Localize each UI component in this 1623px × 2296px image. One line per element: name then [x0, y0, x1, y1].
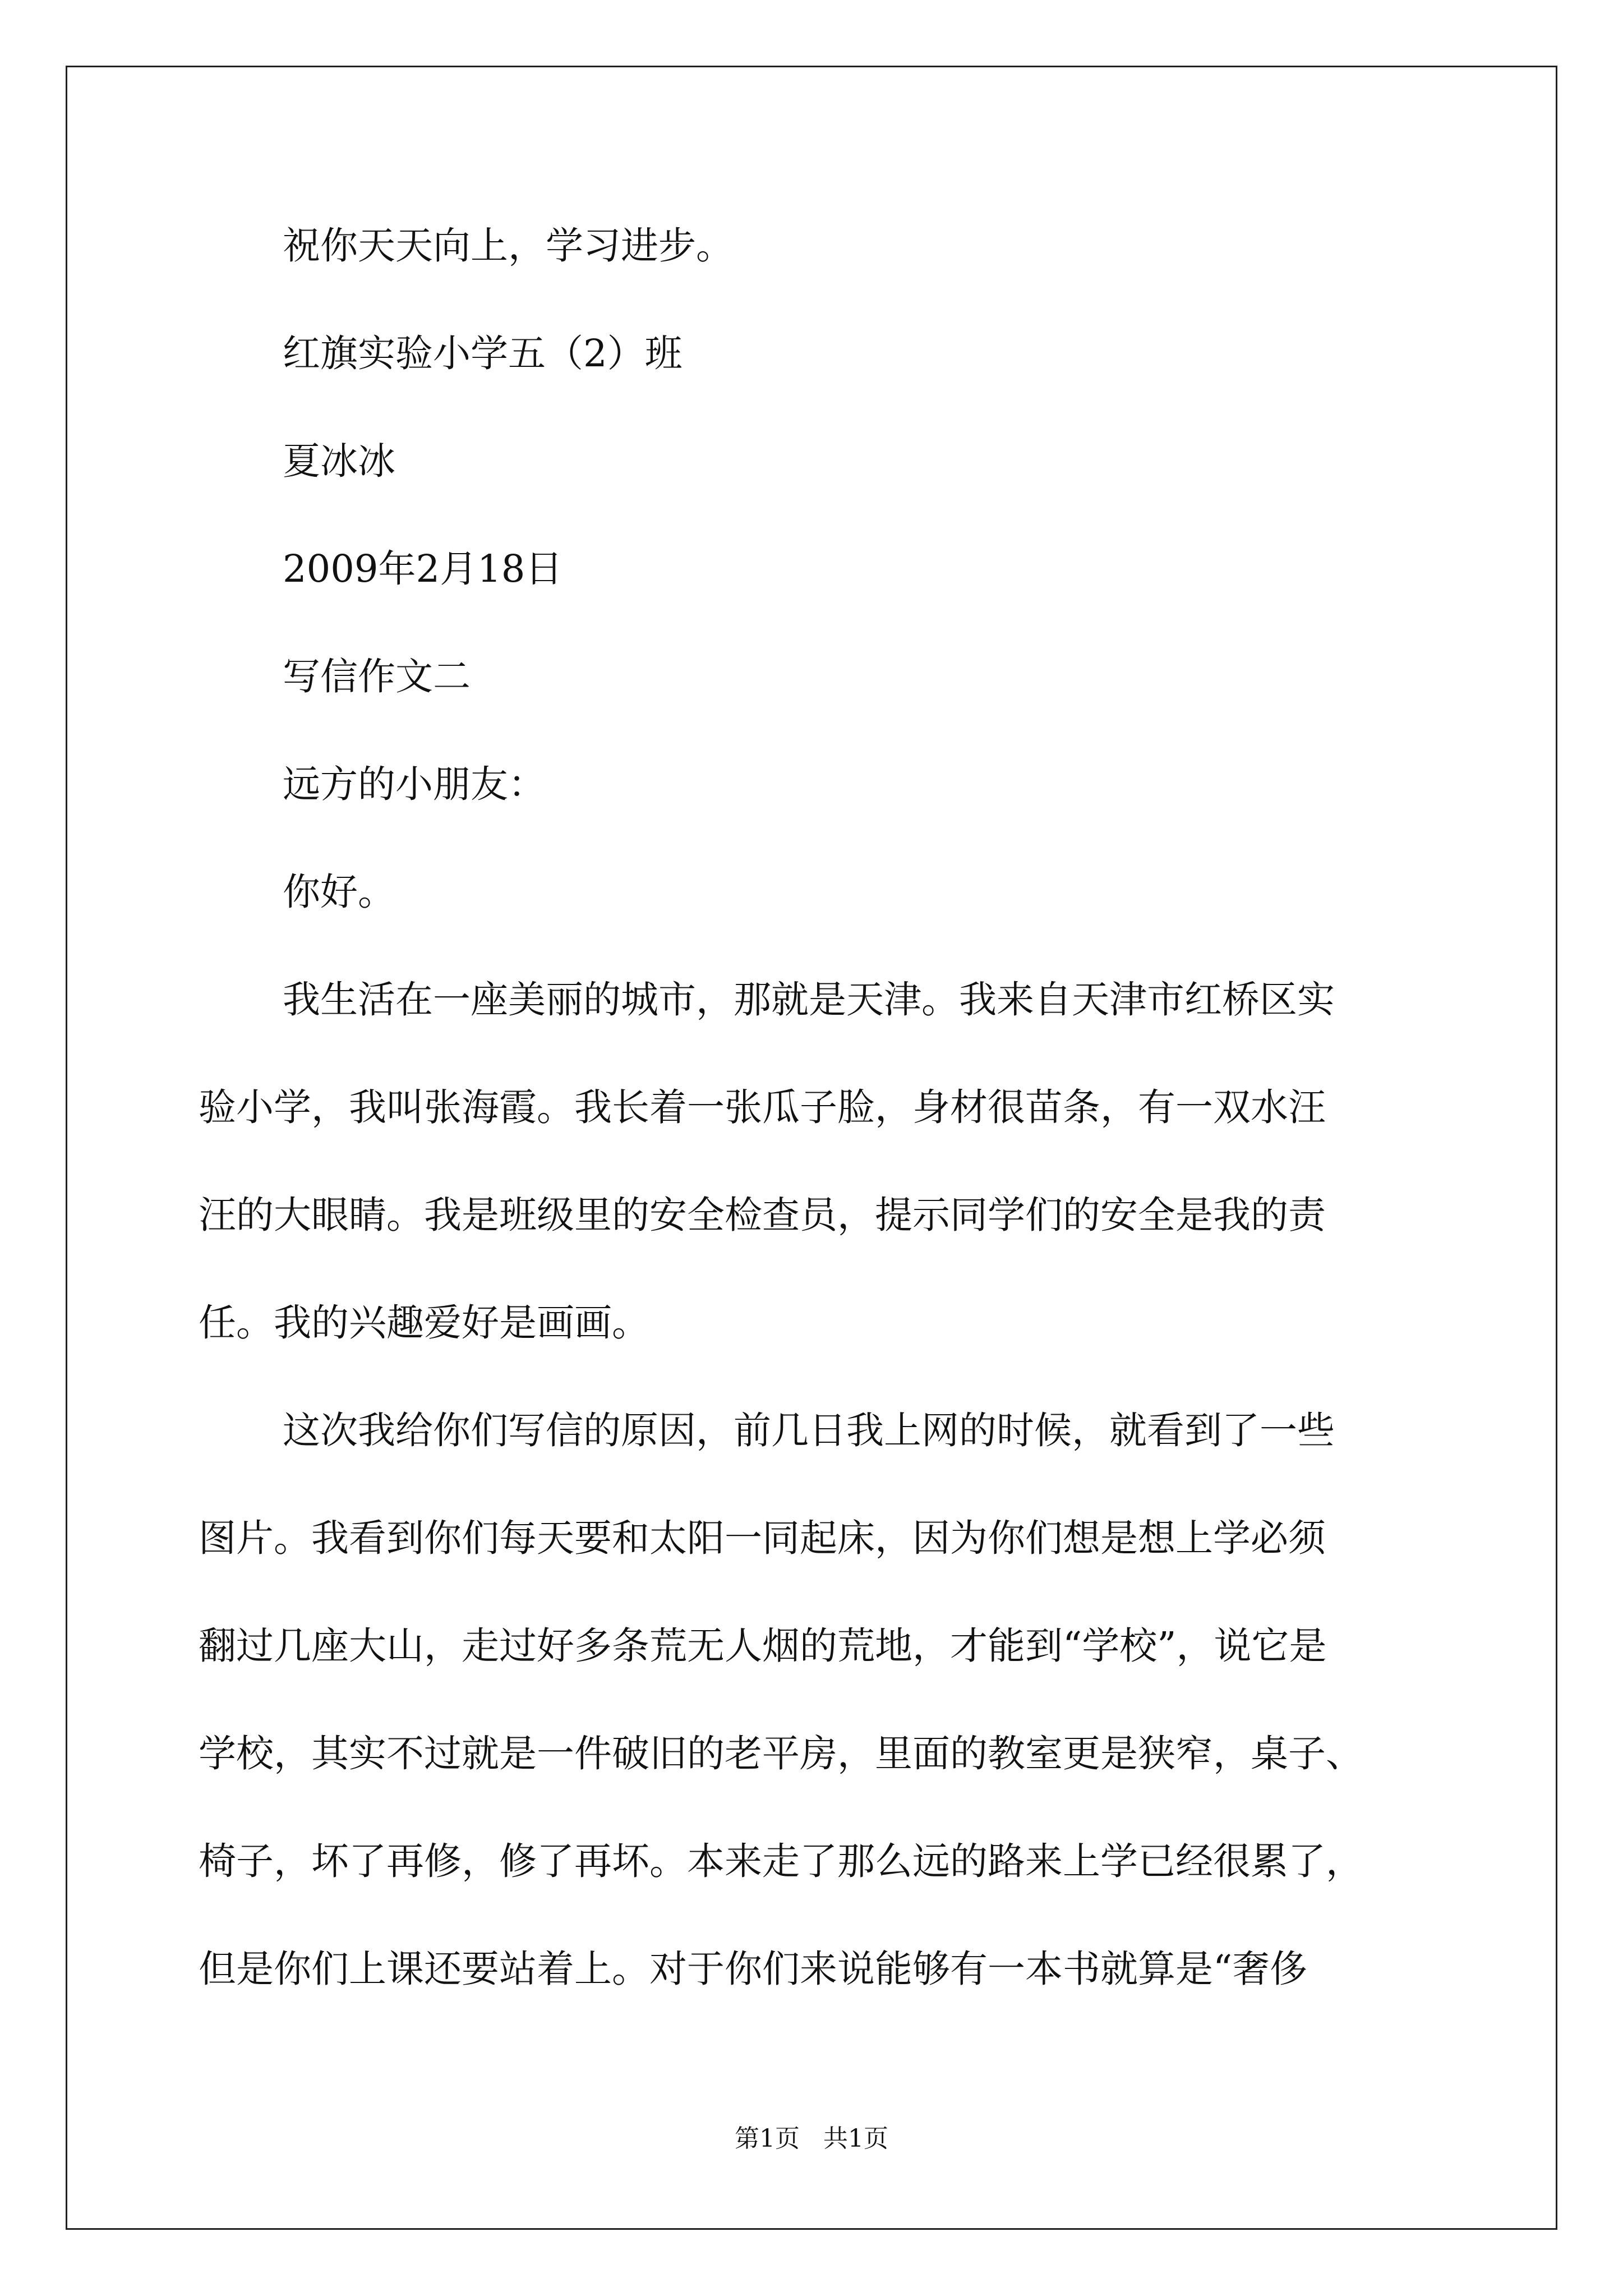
paragraph2-line: 学校，其实不过就是一件破旧的老平房，里面的教室更是狭窄，桌子、 [199, 1732, 1363, 1775]
paragraph2-line: 但是你们上课还要站着上。对于你们来说能够有一本书就算是“奢侈 [199, 1947, 1308, 1991]
paragraph1-line: 汪的大眼睛。我是班级里的安全检查员，提示同学们的安全是我的责 [199, 1193, 1326, 1237]
page-number-footer: 第1页 共1页 [735, 2124, 888, 2153]
letter-date: 2009年2月18日 [283, 547, 563, 591]
paragraph2-line: 图片。我看到你们每天要和太阳一同起床，因为你们想是想上学必须 [199, 1516, 1326, 1560]
paragraph1-line: 任。我的兴趣爱好是画画。 [199, 1301, 649, 1345]
school-class: 红旗实验小学五（2）班 [283, 332, 683, 375]
signature-name: 夏冰冰 [283, 439, 395, 483]
paragraph2-line: 这次我给你们写信的原因，前几日我上网的时候，就看到了一些 [283, 1409, 1335, 1452]
closing-wish: 祝你天天向上，学习进步。 [283, 224, 734, 268]
salutation: 远方的小朋友： [283, 762, 546, 806]
paragraph2-line: 翻过几座大山，走过好多条荒无人烟的荒地，才能到“学校”，说它是 [199, 1624, 1327, 1668]
paragraph2-line: 椅子，坏了再修，修了再坏。本来走了那么远的路来上学已经很累了， [199, 1839, 1363, 1883]
greeting: 你好。 [283, 870, 395, 914]
paragraph1-line: 验小学，我叫张海霞。我长着一张瓜子脸，身材很苗条，有一双水汪 [199, 1085, 1326, 1129]
paragraph1-line: 我生活在一座美丽的城市，那就是天津。我来自天津市红桥区实 [283, 978, 1335, 1022]
section-heading: 写信作文二 [283, 655, 471, 698]
